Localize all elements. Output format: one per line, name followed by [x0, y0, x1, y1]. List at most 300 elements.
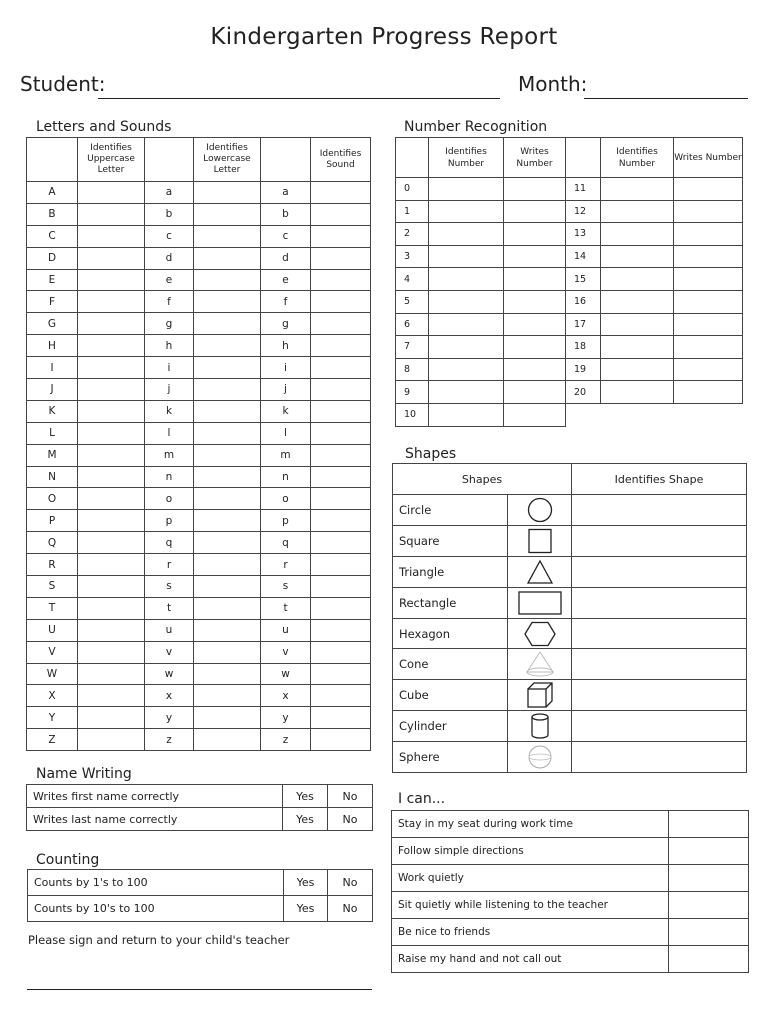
sound-letter: e	[261, 269, 311, 291]
uppercase-check-cell[interactable]	[78, 685, 145, 707]
uppercase-check-cell[interactable]	[78, 400, 145, 422]
writes-number-cell[interactable]	[504, 268, 566, 291]
sound-letter: k	[261, 400, 311, 422]
sphere-icon	[508, 742, 572, 773]
sound-check-cell[interactable]	[311, 269, 371, 291]
number-label: 16	[566, 290, 601, 313]
identifies-number-cell[interactable]	[601, 223, 674, 246]
letter-row	[27, 422, 371, 444]
ican-row	[392, 892, 749, 919]
skill-text: Counts by 10's to 100	[28, 896, 284, 922]
lowercase-letter: z	[145, 729, 194, 751]
shape-name: Sphere	[393, 742, 508, 773]
identifies-number-cell[interactable]	[429, 200, 504, 223]
ican-row	[392, 811, 749, 838]
shape-name: Square	[393, 525, 508, 556]
sound-check-cell[interactable]	[311, 182, 371, 204]
shapes-header-shapes: Shapes	[393, 464, 572, 495]
shape-row	[393, 618, 747, 649]
uppercase-letter: K	[27, 400, 78, 422]
lowercase-letter: j	[145, 379, 194, 401]
lowercase-letter: w	[145, 663, 194, 685]
lowercase-check-cell[interactable]	[194, 707, 261, 729]
yes-option[interactable]: Yes	[283, 785, 328, 808]
uppercase-check-cell[interactable]	[78, 707, 145, 729]
uppercase-check-cell[interactable]	[78, 597, 145, 619]
shape-row	[393, 495, 747, 526]
uppercase-check-cell[interactable]	[78, 510, 145, 532]
letters-header-sound: Identifies Sound	[311, 138, 371, 182]
identifies-shape-cell[interactable]	[572, 587, 747, 618]
ican-check-cell[interactable]	[669, 919, 749, 946]
letters-header-blank	[145, 138, 194, 182]
uppercase-check-cell[interactable]	[78, 576, 145, 598]
letter-row	[27, 619, 371, 641]
sound-check-cell[interactable]	[311, 291, 371, 313]
number-row	[396, 403, 743, 426]
ican-statement: Work quietly	[392, 865, 669, 892]
identifies-shape-cell[interactable]	[572, 680, 747, 711]
identifies-number-cell[interactable]	[429, 313, 504, 336]
number-label: 7	[396, 336, 429, 359]
number-row	[396, 358, 743, 381]
numbers-header-blank	[566, 138, 601, 178]
letters-header-uppercase: Identifies Uppercase Letter	[78, 138, 145, 182]
skill-text: Writes last name correctly	[27, 808, 283, 831]
lowercase-check-cell[interactable]	[194, 619, 261, 641]
circle-icon	[508, 495, 572, 526]
identifies-shape-cell[interactable]	[572, 556, 747, 587]
number-row	[396, 313, 743, 336]
sound-check-cell[interactable]	[311, 729, 371, 751]
lowercase-check-cell[interactable]	[194, 597, 261, 619]
identifies-number-cell[interactable]	[429, 268, 504, 291]
sound-check-cell[interactable]	[311, 685, 371, 707]
lowercase-letter: p	[145, 510, 194, 532]
no-option[interactable]: No	[328, 896, 373, 922]
yes-option[interactable]: Yes	[283, 808, 328, 831]
sound-check-cell[interactable]	[311, 532, 371, 554]
letter-row	[27, 203, 371, 225]
counting-table	[27, 869, 373, 922]
identifies-number-cell[interactable]	[601, 336, 674, 359]
uppercase-letter: Y	[27, 707, 78, 729]
number-row	[396, 290, 743, 313]
lowercase-letter: o	[145, 488, 194, 510]
sound-check-cell[interactable]	[311, 641, 371, 663]
identifies-number-cell[interactable]	[601, 245, 674, 268]
letter-row	[27, 554, 371, 576]
identifies-number-cell[interactable]	[601, 200, 674, 223]
sound-check-cell[interactable]	[311, 357, 371, 379]
ican-check-cell[interactable]	[669, 838, 749, 865]
identifies-shape-cell[interactable]	[572, 742, 747, 773]
lowercase-check-cell[interactable]	[194, 554, 261, 576]
sound-check-cell[interactable]	[311, 335, 371, 357]
sound-check-cell[interactable]	[311, 444, 371, 466]
lowercase-letter: t	[145, 597, 194, 619]
shape-name: Cone	[393, 649, 508, 680]
number-label: 3	[396, 245, 429, 268]
writes-number-cell[interactable]	[504, 313, 566, 336]
letter-row	[27, 488, 371, 510]
uppercase-check-cell[interactable]	[78, 488, 145, 510]
letter-row	[27, 685, 371, 707]
lowercase-letter: h	[145, 335, 194, 357]
uppercase-letter: P	[27, 510, 78, 532]
yes-option[interactable]: Yes	[284, 870, 328, 896]
identifies-number-cell[interactable]	[429, 403, 504, 426]
sound-letter: r	[261, 554, 311, 576]
ican-check-cell[interactable]	[669, 865, 749, 892]
lowercase-check-cell[interactable]	[194, 247, 261, 269]
uppercase-letter: F	[27, 291, 78, 313]
uppercase-check-cell[interactable]	[78, 225, 145, 247]
student-name-line[interactable]	[98, 98, 500, 99]
ican-row	[392, 838, 749, 865]
letter-row	[27, 313, 371, 335]
uppercase-letter: G	[27, 313, 78, 335]
number-label: 11	[566, 178, 601, 201]
number-row	[396, 268, 743, 291]
writes-number-cell[interactable]	[504, 358, 566, 381]
lowercase-letter: a	[145, 182, 194, 204]
lowercase-check-cell[interactable]	[194, 663, 261, 685]
letter-row	[27, 729, 371, 751]
shape-name: Cylinder	[393, 711, 508, 742]
lowercase-check-cell[interactable]	[194, 685, 261, 707]
writes-number-cell[interactable]	[674, 290, 743, 313]
uppercase-check-cell[interactable]	[78, 182, 145, 204]
numbers-table	[395, 137, 743, 427]
number-row	[396, 200, 743, 223]
sound-check-cell[interactable]	[311, 554, 371, 576]
uppercase-letter: L	[27, 422, 78, 444]
uppercase-check-cell[interactable]	[78, 619, 145, 641]
numbers-header-writes: Writes Number	[504, 138, 566, 178]
sound-letter: j	[261, 379, 311, 401]
ican-row	[392, 865, 749, 892]
uppercase-letter: D	[27, 247, 78, 269]
sound-check-cell[interactable]	[311, 379, 371, 401]
lowercase-check-cell[interactable]	[194, 313, 261, 335]
uppercase-letter: C	[27, 225, 78, 247]
uppercase-check-cell[interactable]	[78, 466, 145, 488]
counting-section-title: Counting	[36, 852, 100, 868]
letter-row	[27, 335, 371, 357]
number-label: 12	[566, 200, 601, 223]
lowercase-letter: u	[145, 619, 194, 641]
ican-check-cell[interactable]	[669, 811, 749, 838]
writes-number-cell[interactable]	[674, 381, 743, 404]
uppercase-check-cell[interactable]	[78, 663, 145, 685]
number-label: 15	[566, 268, 601, 291]
identifies-number-cell[interactable]	[429, 358, 504, 381]
lowercase-letter: y	[145, 707, 194, 729]
lowercase-check-cell[interactable]	[194, 335, 261, 357]
number-label: 0	[396, 178, 429, 201]
lowercase-letter: f	[145, 291, 194, 313]
number-label: 4	[396, 268, 429, 291]
yes-no-row	[27, 785, 373, 808]
no-option[interactable]: No	[328, 785, 373, 808]
yes-no-row	[28, 870, 373, 896]
number-blank-cell	[566, 403, 743, 426]
sound-letter: o	[261, 488, 311, 510]
letters-header-blank	[27, 138, 78, 182]
writes-number-cell[interactable]	[674, 178, 743, 201]
lowercase-check-cell[interactable]	[194, 225, 261, 247]
letters-table	[26, 137, 371, 751]
yes-no-row	[27, 808, 373, 831]
writes-number-cell[interactable]	[504, 223, 566, 246]
writes-number-cell[interactable]	[674, 200, 743, 223]
uppercase-letter: W	[27, 663, 78, 685]
writes-number-cell[interactable]	[674, 313, 743, 336]
lowercase-check-cell[interactable]	[194, 422, 261, 444]
uppercase-check-cell[interactable]	[78, 247, 145, 269]
lowercase-letter: x	[145, 685, 194, 707]
lowercase-check-cell[interactable]	[194, 357, 261, 379]
identifies-shape-cell[interactable]	[572, 618, 747, 649]
uppercase-check-cell[interactable]	[78, 335, 145, 357]
identifies-shape-cell[interactable]	[572, 711, 747, 742]
uppercase-check-cell[interactable]	[78, 291, 145, 313]
lowercase-check-cell[interactable]	[194, 466, 261, 488]
lowercase-letter: s	[145, 576, 194, 598]
shape-row	[393, 680, 747, 711]
number-label: 18	[566, 336, 601, 359]
sound-letter: h	[261, 335, 311, 357]
number-row	[396, 336, 743, 359]
writes-number-cell[interactable]	[504, 178, 566, 201]
identifies-shape-cell[interactable]	[572, 649, 747, 680]
letter-row	[27, 707, 371, 729]
uppercase-letter: Z	[27, 729, 78, 751]
identifies-shape-cell[interactable]	[572, 525, 747, 556]
number-label: 8	[396, 358, 429, 381]
letter-row	[27, 466, 371, 488]
skill-text: Counts by 1's to 100	[28, 870, 284, 896]
number-label: 10	[396, 403, 429, 426]
writes-number-cell[interactable]	[674, 268, 743, 291]
lowercase-check-cell[interactable]	[194, 641, 261, 663]
number-row	[396, 178, 743, 201]
sound-check-cell[interactable]	[311, 707, 371, 729]
uppercase-check-cell[interactable]	[78, 379, 145, 401]
ican-check-cell[interactable]	[669, 946, 749, 973]
lowercase-check-cell[interactable]	[194, 444, 261, 466]
sound-letter: f	[261, 291, 311, 313]
uppercase-letter: J	[27, 379, 78, 401]
lowercase-letter: n	[145, 466, 194, 488]
lowercase-check-cell[interactable]	[194, 269, 261, 291]
writes-number-cell[interactable]	[504, 200, 566, 223]
uppercase-check-cell[interactable]	[78, 203, 145, 225]
number-label: 6	[396, 313, 429, 336]
lowercase-check-cell[interactable]	[194, 576, 261, 598]
letter-row	[27, 247, 371, 269]
uppercase-check-cell[interactable]	[78, 269, 145, 291]
sound-check-cell[interactable]	[311, 247, 371, 269]
lowercase-letter: i	[145, 357, 194, 379]
numbers-header-writes: Writes Number	[674, 138, 743, 178]
lowercase-letter: b	[145, 203, 194, 225]
name-writing-table	[26, 784, 373, 831]
number-label: 2	[396, 223, 429, 246]
sound-letter: p	[261, 510, 311, 532]
uppercase-letter: A	[27, 182, 78, 204]
identifies-number-cell[interactable]	[601, 381, 674, 404]
writes-number-cell[interactable]	[674, 245, 743, 268]
ican-table	[391, 810, 749, 973]
writes-number-cell[interactable]	[504, 381, 566, 404]
month-line[interactable]	[584, 98, 748, 99]
uppercase-letter: N	[27, 466, 78, 488]
sound-check-cell[interactable]	[311, 422, 371, 444]
letter-row	[27, 182, 371, 204]
writes-number-cell[interactable]	[674, 223, 743, 246]
shape-row	[393, 556, 747, 587]
sound-check-cell[interactable]	[311, 203, 371, 225]
uppercase-check-cell[interactable]	[78, 532, 145, 554]
no-option[interactable]: No	[328, 808, 373, 831]
number-row	[396, 381, 743, 404]
lowercase-check-cell[interactable]	[194, 291, 261, 313]
sound-letter: i	[261, 357, 311, 379]
numbers-section-title: Number Recognition	[404, 119, 548, 135]
shape-name: Circle	[393, 495, 508, 526]
letter-row	[27, 291, 371, 313]
uppercase-check-cell[interactable]	[78, 313, 145, 335]
number-row	[396, 245, 743, 268]
uppercase-letter: E	[27, 269, 78, 291]
identifies-number-cell[interactable]	[601, 268, 674, 291]
identifies-number-cell[interactable]	[429, 381, 504, 404]
uppercase-letter: B	[27, 203, 78, 225]
writes-number-cell[interactable]	[674, 358, 743, 381]
ican-statement: Stay in my seat during work time	[392, 811, 669, 838]
sound-letter: a	[261, 182, 311, 204]
lowercase-letter: l	[145, 422, 194, 444]
sound-check-cell[interactable]	[311, 225, 371, 247]
lowercase-letter: v	[145, 641, 194, 663]
student-label: Student:	[20, 72, 106, 96]
identifies-number-cell[interactable]	[601, 178, 674, 201]
lowercase-letter: r	[145, 554, 194, 576]
letters-header-blank	[261, 138, 311, 182]
cube-icon	[508, 680, 572, 711]
lowercase-check-cell[interactable]	[194, 488, 261, 510]
number-label: 9	[396, 381, 429, 404]
number-label: 17	[566, 313, 601, 336]
numbers-header-identifies: Identifies Number	[429, 138, 504, 178]
sound-letter: n	[261, 466, 311, 488]
ican-row	[392, 919, 749, 946]
sound-check-cell[interactable]	[311, 576, 371, 598]
ican-check-cell[interactable]	[669, 892, 749, 919]
writes-number-cell[interactable]	[504, 290, 566, 313]
letter-row	[27, 532, 371, 554]
shape-row	[393, 649, 747, 680]
identifies-number-cell[interactable]	[429, 245, 504, 268]
lowercase-check-cell[interactable]	[194, 532, 261, 554]
uppercase-check-cell[interactable]	[78, 554, 145, 576]
uppercase-letter: S	[27, 576, 78, 598]
uppercase-check-cell[interactable]	[78, 422, 145, 444]
page-title: Kindergarten Progress Report	[210, 24, 558, 50]
yes-option[interactable]: Yes	[284, 896, 328, 922]
identifies-number-cell[interactable]	[601, 313, 674, 336]
yes-no-row	[28, 896, 373, 922]
sound-check-cell[interactable]	[311, 466, 371, 488]
triangle-icon	[508, 556, 572, 587]
sound-check-cell[interactable]	[311, 619, 371, 641]
sound-check-cell[interactable]	[311, 488, 371, 510]
identifies-number-cell[interactable]	[429, 336, 504, 359]
number-label: 1	[396, 200, 429, 223]
uppercase-letter: V	[27, 641, 78, 663]
numbers-header-blank	[396, 138, 429, 178]
identifies-number-cell[interactable]	[429, 178, 504, 201]
lowercase-check-cell[interactable]	[194, 379, 261, 401]
letter-row	[27, 357, 371, 379]
writes-number-cell[interactable]	[504, 245, 566, 268]
uppercase-letter: R	[27, 554, 78, 576]
writes-number-cell[interactable]	[504, 336, 566, 359]
sound-check-cell[interactable]	[311, 510, 371, 532]
lowercase-letter: e	[145, 269, 194, 291]
hexagon-icon	[508, 618, 572, 649]
letter-row	[27, 444, 371, 466]
sound-letter: l	[261, 422, 311, 444]
lowercase-check-cell[interactable]	[194, 729, 261, 751]
no-option[interactable]: No	[328, 870, 373, 896]
sound-check-cell[interactable]	[311, 663, 371, 685]
uppercase-check-cell[interactable]	[78, 729, 145, 751]
numbers-header-identifies: Identifies Number	[601, 138, 674, 178]
identifies-number-cell[interactable]	[601, 290, 674, 313]
lowercase-check-cell[interactable]	[194, 203, 261, 225]
uppercase-check-cell[interactable]	[78, 444, 145, 466]
sound-check-cell[interactable]	[311, 313, 371, 335]
writes-number-cell[interactable]	[674, 336, 743, 359]
signature-line[interactable]	[27, 989, 372, 990]
lowercase-check-cell[interactable]	[194, 510, 261, 532]
identifies-number-cell[interactable]	[429, 223, 504, 246]
number-row	[396, 223, 743, 246]
uppercase-check-cell[interactable]	[78, 357, 145, 379]
shapes-section-title: Shapes	[405, 446, 457, 462]
sound-letter: q	[261, 532, 311, 554]
letters-section-title: Letters and Sounds	[36, 119, 172, 135]
writes-number-cell[interactable]	[504, 403, 566, 426]
letter-row	[27, 641, 371, 663]
month-label: Month:	[518, 72, 588, 96]
uppercase-letter: T	[27, 597, 78, 619]
ican-statement: Sit quietly while listening to the teacher	[392, 892, 669, 919]
lowercase-check-cell[interactable]	[194, 400, 261, 422]
sound-check-cell[interactable]	[311, 400, 371, 422]
identifies-number-cell[interactable]	[429, 290, 504, 313]
sound-check-cell[interactable]	[311, 597, 371, 619]
identifies-shape-cell[interactable]	[572, 495, 747, 526]
lowercase-check-cell[interactable]	[194, 182, 261, 204]
ican-section-title: I can...	[398, 791, 446, 807]
uppercase-check-cell[interactable]	[78, 641, 145, 663]
identifies-number-cell[interactable]	[601, 358, 674, 381]
sound-letter: x	[261, 685, 311, 707]
